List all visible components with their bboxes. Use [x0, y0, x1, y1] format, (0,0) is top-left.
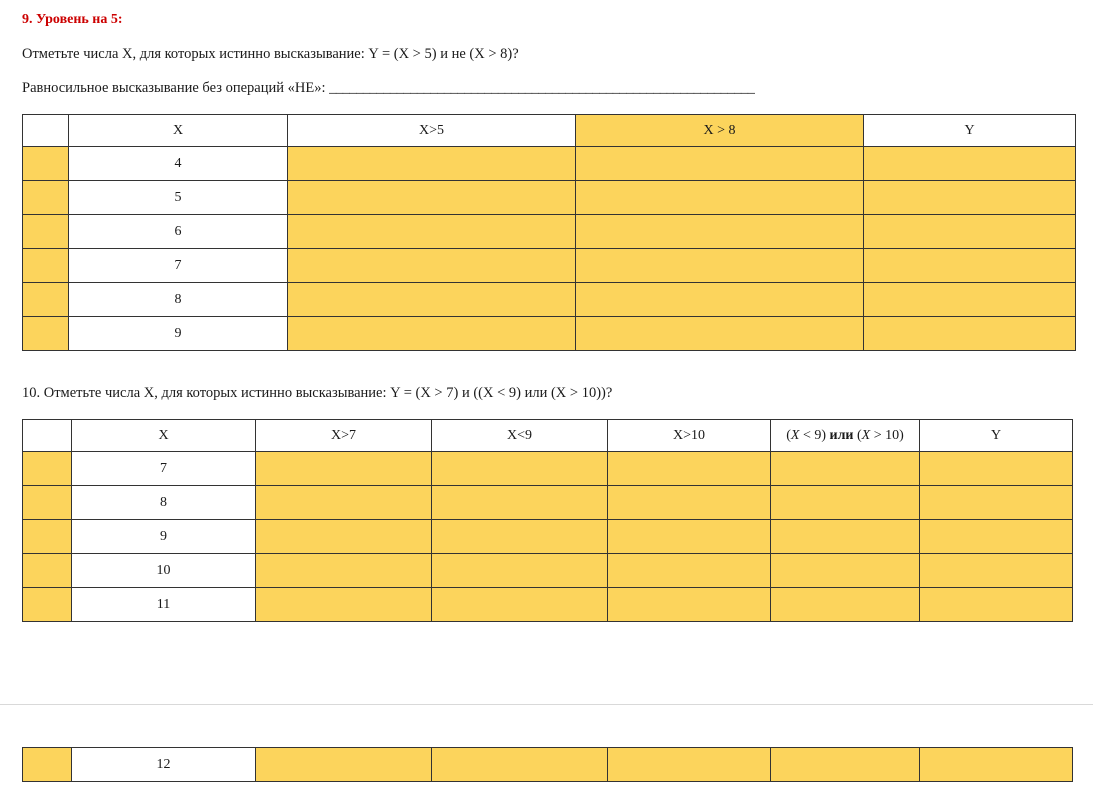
expr-operator: или [829, 427, 854, 443]
row-marker-cell[interactable] [23, 520, 72, 554]
task10-table [22, 419, 1073, 622]
row-cond2-cell[interactable] [432, 554, 608, 588]
table-row [23, 420, 1073, 452]
table-row [23, 215, 1076, 249]
table-row [23, 115, 1076, 147]
row-cond2-cell[interactable] [576, 283, 864, 317]
table-header-mark [23, 115, 69, 147]
row-cond2-cell[interactable] [432, 452, 608, 486]
row-x-value: 9 [72, 520, 256, 554]
row-cond1-cell[interactable] [288, 283, 576, 317]
row-y-cell[interactable] [864, 215, 1076, 249]
table-row [23, 283, 1076, 317]
table-row [23, 520, 1073, 554]
row-marker-cell[interactable] [23, 486, 72, 520]
row-marker-cell[interactable] [23, 249, 69, 283]
table-row [23, 748, 1073, 782]
row-cond2-cell[interactable] [432, 486, 608, 520]
table-header-cond1: X>7 [256, 420, 432, 452]
row-x-value: 7 [72, 452, 256, 486]
row-y-cell[interactable] [920, 588, 1073, 622]
expr-var-1: X [790, 427, 800, 443]
bottom-fragment [22, 747, 1073, 782]
task9-equivalent-label: Равносильное высказывание без операций «НЕ»: [22, 80, 330, 96]
table-row [23, 249, 1076, 283]
row-y-cell[interactable] [864, 317, 1076, 351]
row-y-cell[interactable] [864, 283, 1076, 317]
row-cond1-cell[interactable] [288, 215, 576, 249]
document-page [0, 12, 1093, 799]
table-header-mark [23, 420, 72, 452]
row-cond3-cell[interactable] [608, 588, 771, 622]
row-expression-cell[interactable] [771, 486, 920, 520]
row-cond3-cell[interactable] [608, 520, 771, 554]
row-cond2-cell[interactable] [576, 249, 864, 283]
continuation-table [22, 747, 1073, 782]
row-y-cell[interactable] [864, 249, 1076, 283]
table-header-y: Y [864, 115, 1076, 147]
table-header-x: X [69, 115, 288, 147]
row-y-cell[interactable] [920, 452, 1073, 486]
row-cond2-cell[interactable] [432, 520, 608, 554]
row-expression-cell[interactable] [771, 520, 920, 554]
table-row [23, 588, 1073, 622]
expr-part-1: < 9) [799, 427, 830, 443]
row-x-value: 10 [72, 554, 256, 588]
row-marker-cell[interactable] [23, 452, 72, 486]
row-cond2-cell[interactable] [576, 317, 864, 351]
row-x-value: 9 [69, 317, 288, 351]
row-x-value: 12 [72, 748, 256, 782]
row-x-value: 7 [69, 249, 288, 283]
row-y-cell[interactable] [920, 554, 1073, 588]
row-cond3-cell[interactable] [608, 486, 771, 520]
row-cond1-cell[interactable] [288, 317, 576, 351]
row-cond2-cell[interactable] [576, 215, 864, 249]
row-expression-cell[interactable] [771, 588, 920, 622]
table-row [23, 452, 1073, 486]
table-row [23, 181, 1076, 215]
table-row [23, 486, 1073, 520]
row-y-cell[interactable] [920, 486, 1073, 520]
row-marker-cell[interactable] [23, 181, 69, 215]
table-header-cond3: X>10 [608, 420, 771, 452]
task9-equivalent-blank: _______________________________________________________________ [329, 80, 755, 96]
row-x-value: 8 [69, 283, 288, 317]
table-row [23, 147, 1076, 181]
row-y-cell[interactable] [864, 147, 1076, 181]
row-marker-cell[interactable] [23, 147, 69, 181]
row-marker-cell[interactable] [23, 317, 69, 351]
row-cond1-cell[interactable] [288, 147, 576, 181]
task9-equivalent-line [22, 80, 1071, 97]
row-cond2-cell[interactable] [576, 147, 864, 181]
row-x-value: 5 [69, 181, 288, 215]
row-marker-cell[interactable] [23, 748, 72, 782]
row-y-cell[interactable] [864, 181, 1076, 215]
expr-var-2: X [861, 427, 871, 443]
row-x-value: 8 [72, 486, 256, 520]
row-marker-cell[interactable] [23, 283, 69, 317]
row-cond1-cell[interactable] [256, 588, 432, 622]
table-header-x: X [72, 420, 256, 452]
table-header-expression: (X < 9) или (X > 10) [771, 420, 920, 452]
row-cond1-cell[interactable] [256, 452, 432, 486]
row-x-value: 4 [69, 147, 288, 181]
page-divider [0, 704, 1093, 705]
task9-heading: 9. Уровень на 5: [22, 12, 123, 27]
row-marker-cell[interactable] [23, 554, 72, 588]
task10-prompt: 10. Отметьте числа Х, для которых истинно высказывание: Y = (X > 7) и ((X < 9) или (X > 10))? [22, 385, 613, 401]
table-header-y: Y [920, 420, 1073, 452]
table-header-cond2: X > 8 [576, 115, 864, 147]
row-cond2-cell[interactable] [432, 748, 608, 782]
row-y-cell[interactable] [920, 748, 1073, 782]
task9-table [22, 114, 1076, 351]
row-cond3-cell[interactable] [608, 748, 771, 782]
row-cond1-cell[interactable] [288, 181, 576, 215]
row-expression-cell[interactable] [771, 748, 920, 782]
table-header-cond2: X<9 [432, 420, 608, 452]
row-cond2-cell[interactable] [432, 588, 608, 622]
row-y-cell[interactable] [920, 520, 1073, 554]
row-expression-cell[interactable] [771, 452, 920, 486]
row-marker-cell[interactable] [23, 215, 69, 249]
row-cond1-cell[interactable] [256, 748, 432, 782]
table-header-cond1: X>5 [288, 115, 576, 147]
table-row [23, 317, 1076, 351]
row-expression-cell[interactable] [771, 554, 920, 588]
row-cond1-cell[interactable] [256, 520, 432, 554]
task9-prompt: Отметьте числа Х, для которых истинно высказывание: Y = (X > 5) и не (X > 8)? [22, 46, 519, 62]
row-x-value: 6 [69, 215, 288, 249]
row-cond3-cell[interactable] [608, 452, 771, 486]
row-x-value: 11 [72, 588, 256, 622]
row-cond1-cell[interactable] [256, 486, 432, 520]
table-row [23, 554, 1073, 588]
row-cond3-cell[interactable] [608, 554, 771, 588]
row-cond2-cell[interactable] [576, 181, 864, 215]
row-cond1-cell[interactable] [288, 249, 576, 283]
expr-part-2: > 10) [870, 427, 904, 443]
row-marker-cell[interactable] [23, 588, 72, 622]
row-cond1-cell[interactable] [256, 554, 432, 588]
